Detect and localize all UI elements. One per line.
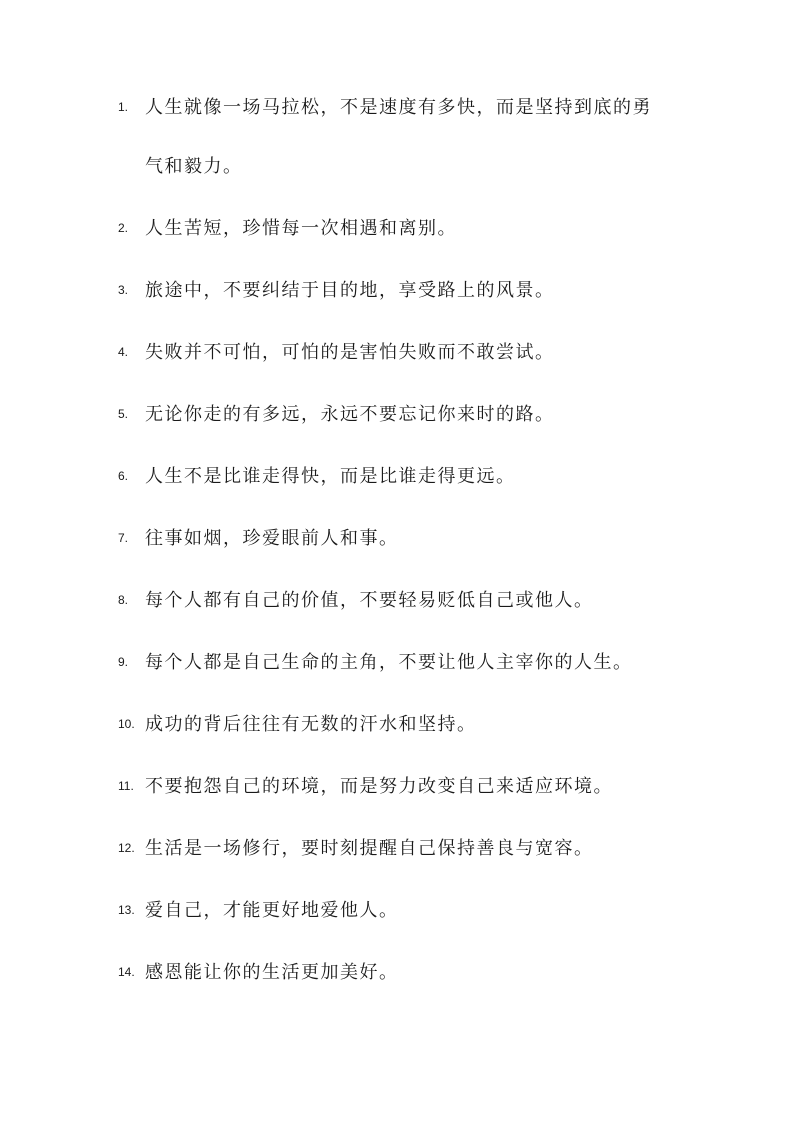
- list-item: [118, 582, 698, 619]
- item-text: 爱自己，才能更好地爱他人。: [145, 900, 399, 921]
- item-text: 往事如烟，珍爱眼前人和事。: [145, 528, 399, 549]
- item-number: 1.: [118, 100, 129, 114]
- item-number: 2.: [118, 221, 129, 235]
- list-item: [118, 706, 698, 743]
- item-text: 无论你走的有多远，永远不要忘记你来时的路。: [145, 404, 555, 425]
- list-item: [118, 830, 698, 867]
- item-number: 8.: [118, 593, 129, 607]
- item-text: 成功的背后往往有无数的汗水和坚持。: [145, 714, 477, 735]
- item-text: 每个人都是自己生命的主角，不要让他人主宰你的人生。: [145, 652, 633, 673]
- list-item: [118, 520, 698, 557]
- item-text: 人生苦短，珍惜每一次相遇和离别。: [145, 218, 457, 239]
- list-item: [118, 89, 698, 185]
- item-text: 人生不是比谁走得快，而是比谁走得更远。: [145, 466, 516, 487]
- item-text: 感恩能让你的生活更加美好。: [145, 962, 399, 983]
- item-number: 13.: [118, 903, 135, 917]
- list-item: [118, 644, 698, 681]
- item-text: 旅途中，不要纠结于目的地，享受路上的风景。: [145, 280, 555, 301]
- item-text: 生活是一场修行，要时刻提醒自己保持善良与宽容。: [145, 838, 594, 859]
- item-number: 12.: [118, 841, 135, 855]
- list-item: [118, 892, 698, 929]
- item-number: 5.: [118, 407, 129, 421]
- item-text-line-2: 气和毅力。: [145, 156, 243, 177]
- list-item: [118, 458, 698, 495]
- item-number: 9.: [118, 655, 129, 669]
- item-number: 6.: [118, 469, 129, 483]
- list-item: [118, 396, 698, 433]
- list-item: [118, 334, 698, 371]
- item-number: 7.: [118, 531, 129, 545]
- item-number: 11.: [118, 779, 134, 793]
- item-number: 14.: [118, 965, 135, 979]
- item-number: 10.: [118, 717, 135, 731]
- item-text: [145, 89, 698, 185]
- item-text: 不要抱怨自己的环境，而是努力改变自己来适应环境。: [145, 776, 613, 797]
- item-text: 失败并不可怕，可怕的是害怕失败而不敢尝试。: [145, 342, 555, 363]
- list-item: [118, 210, 698, 247]
- item-text-line-1: 人生就像一场马拉松，不是速度有多快，而是坚持到底的勇: [145, 97, 652, 118]
- item-number: 3.: [118, 283, 129, 297]
- item-text: 每个人都有自己的价值，不要轻易贬低自己或他人。: [145, 590, 594, 611]
- list-item: [118, 768, 698, 805]
- item-number: 4.: [118, 345, 129, 359]
- list-item: [118, 954, 698, 991]
- quote-list: [118, 89, 698, 1016]
- list-item: [118, 272, 698, 309]
